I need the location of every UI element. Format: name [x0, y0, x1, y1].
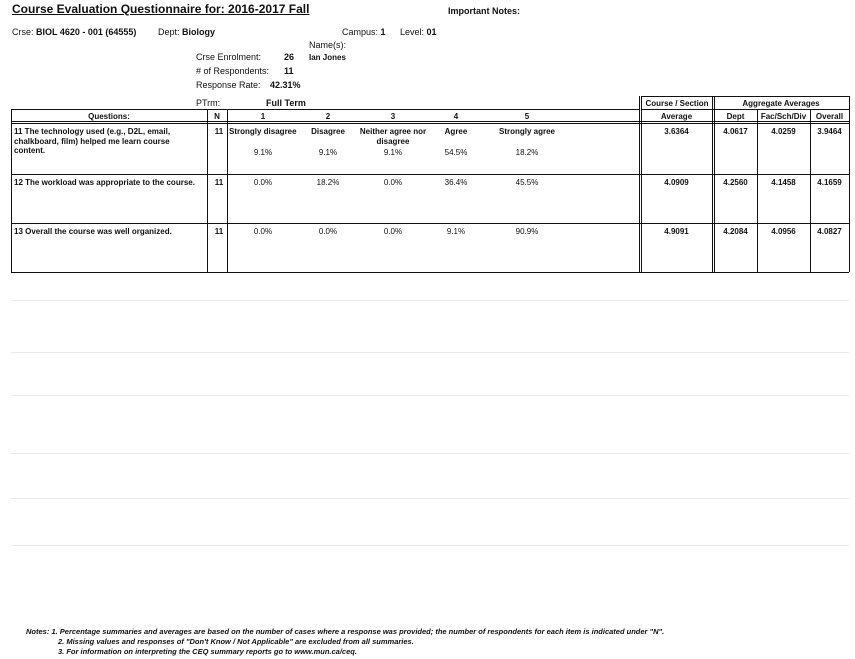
ptrm-value: Full Term: [266, 98, 306, 108]
col-fac: Fac/Sch/Div: [760, 112, 807, 121]
scale-label-1: Strongly disagree: [229, 127, 297, 136]
row-12-average: 4.0909: [664, 178, 689, 187]
row-11-n: 11: [214, 127, 224, 136]
row-13-p5: 90.9%: [515, 227, 539, 236]
enrolment-label: Crse Enrolment:: [196, 52, 262, 62]
notes-line-1: [26, 627, 664, 636]
level-value: 01: [426, 27, 437, 37]
col-dept: Dept: [726, 112, 745, 121]
col-1: 1: [260, 112, 266, 121]
row-11-overall: 3.9464: [817, 127, 842, 136]
crse-value: BIOL 4620 - 001 (64555): [36, 27, 137, 37]
campus-label: Campus:: [342, 27, 379, 37]
row-13-n: 11: [214, 227, 224, 236]
col-n: N: [214, 112, 220, 121]
level-info: [400, 27, 437, 37]
row-12-p4: 36.4%: [444, 178, 468, 187]
col-average: Average: [660, 112, 693, 121]
names-label: Name(s):: [309, 40, 347, 50]
aggregate-averages-header: Aggregate Averages: [742, 99, 820, 108]
campus-value: 1: [380, 27, 386, 37]
notes-line-2: 2. Missing values and responses of "Don't Know / Not Applicable" are excluded from all summaries.: [58, 637, 414, 646]
enrolment-value: 26: [284, 52, 295, 62]
col-4: 4: [453, 112, 459, 121]
row-13-p2: 0.0%: [318, 227, 338, 236]
row-12-p1: 0.0%: [253, 178, 273, 187]
row-13-average: 4.9091: [664, 227, 689, 236]
response-rate-label: Response Rate:: [196, 80, 261, 90]
dept-value: Biology: [182, 27, 216, 37]
row-13-p1: 0.0%: [253, 227, 273, 236]
course-section-header: Course / Section: [645, 99, 709, 108]
row-13-p4: 9.1%: [446, 227, 466, 236]
notes-label: Notes:: [26, 627, 50, 636]
row-11-p4: 54.5%: [444, 148, 468, 157]
row-12-dept: 4.2560: [723, 178, 748, 187]
scale-label-2: Disagree: [311, 127, 345, 136]
row-12-p2: 18.2%: [316, 178, 340, 187]
row-12-p3: 0.0%: [383, 178, 403, 187]
scale-label-4: Agree: [444, 127, 468, 136]
respondents-value: 11: [284, 66, 294, 76]
dept-info: [158, 27, 215, 37]
row-11-p2: 9.1%: [318, 148, 338, 157]
dept-label: Dept:: [158, 27, 180, 37]
row-12-fac: 4.1458: [771, 178, 796, 187]
names-value: Ian Jones: [309, 53, 346, 62]
row-13-p3: 0.0%: [383, 227, 403, 236]
course-info: [12, 27, 136, 37]
level-label: Level:: [400, 27, 425, 37]
row-13-dept: 4.2084: [723, 227, 748, 236]
row-13-fac: 4.0956: [771, 227, 796, 236]
row-11-p5: 18.2%: [515, 148, 539, 157]
col-2: 2: [325, 112, 331, 121]
row-12-p5: 45.5%: [515, 178, 539, 187]
col-5: 5: [524, 112, 530, 121]
respondents-label: # of Respondents:: [196, 66, 270, 76]
row-11-p1: 9.1%: [253, 148, 273, 157]
scale-label-3: Neither agree nor disagree: [359, 127, 427, 146]
response-rate-value: 42.31%: [270, 80, 301, 90]
row-11-average: 3.6364: [664, 127, 689, 136]
notes-text-1: 1. Percentage summaries and averages are based on the number of cases where a response was provided; the number of respondents for each item is indicated under "N".: [51, 627, 665, 636]
row-12-n: 11: [214, 178, 224, 187]
col-3: 3: [390, 112, 396, 121]
notes-line-3: 3. For information on interpreting the CEQ summary reports go to www.mun.ca/ceq.: [58, 647, 357, 656]
question-12: 12 The workload was appropriate to the course.: [14, 178, 195, 187]
question-11: 11 The technology used (e.g., D2L, email, chalkboard, film) helped me learn course content.: [14, 127, 171, 155]
row-11-p3: 9.1%: [383, 148, 403, 157]
campus-info: [342, 27, 386, 37]
row-11-dept: 4.0617: [723, 127, 748, 136]
row-11-fac: 4.0259: [771, 127, 796, 136]
important-notes-label: Important Notes:: [448, 6, 520, 16]
col-questions: Questions:: [88, 112, 130, 121]
crse-label: Crse:: [12, 27, 34, 37]
row-12-overall: 4.1659: [817, 178, 842, 187]
scale-label-5: Strongly agree: [498, 127, 555, 136]
row-13-overall: 4.0827: [817, 227, 842, 236]
page-title: Course Evaluation Questionnaire for: 2016-2017 Fall: [12, 2, 310, 16]
question-13: 13 Overall the course was well organized.: [14, 227, 172, 236]
col-overall: Overall: [815, 112, 844, 121]
ptrm-label: PTrm:: [196, 98, 221, 108]
